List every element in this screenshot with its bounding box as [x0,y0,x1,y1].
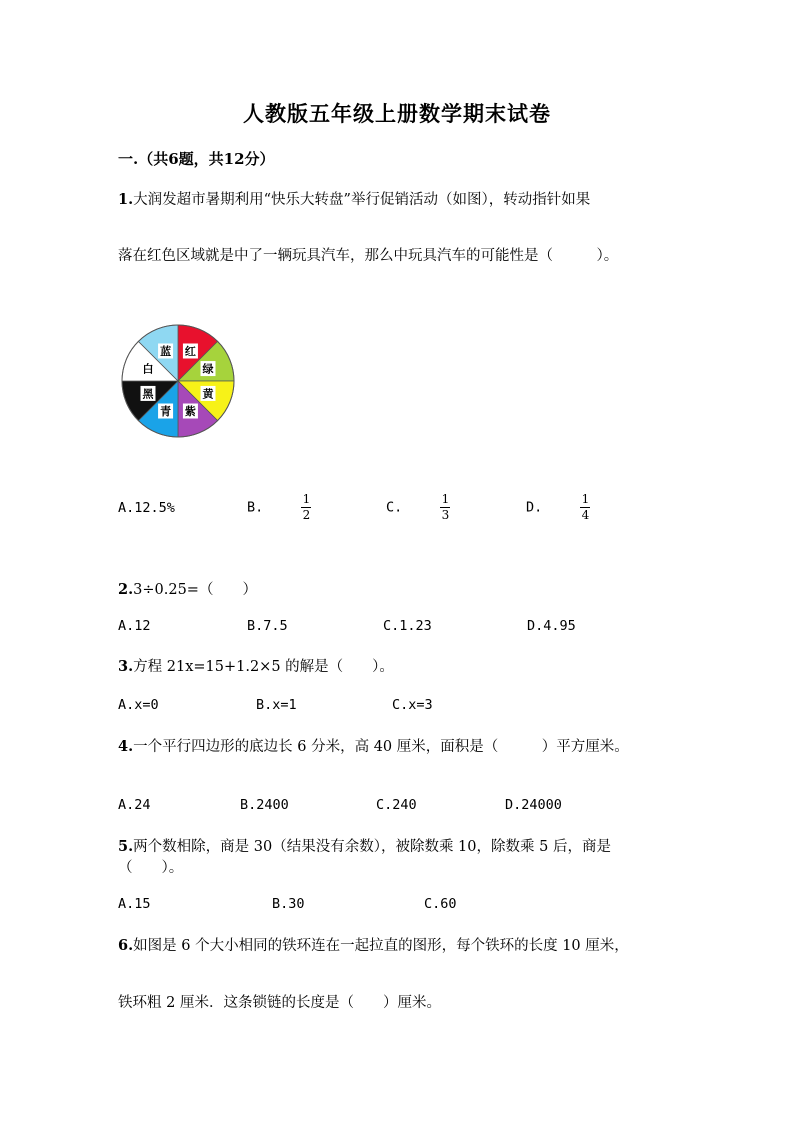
page-title: 人教版五年级上册数学期末试卷 [243,101,551,126]
q4-option-b[interactable]: B.2400 [240,797,289,813]
q5-option-b[interactable]: B.30 [272,896,305,912]
wheel-sectors [122,325,234,437]
q1-option-a[interactable]: A.12.5% [118,500,175,516]
q3-option-a[interactable]: A.x=0 [118,697,159,713]
question-5-line-2: （ ）。 [118,860,184,876]
question-1-line-1: 1.大润发超市暑期利用“快乐大转盘”举行促销活动（如图），转动指针如果 [118,191,591,208]
question-6-line-1: 6.如图是 6 个大小相同的铁环连在一起拉直的图形，每个铁环的长度 10 厘米， [118,937,629,954]
q2-option-d[interactable]: D.4.95 [527,618,576,634]
wheel-label-4: 青 [160,405,172,419]
fraction-one-quarter: $\frac{1}{4}$ [581,492,590,522]
fraction-one-third: $\frac{1}{3}$ [441,492,450,522]
fraction-one-half: $\frac{1}{2}$ [302,492,311,522]
wheel-label-0: 红 [184,344,196,358]
prize-wheel-diagram [120,323,240,439]
wheel-label-5: 黑 [142,387,154,401]
wheel-label-7: 蓝 [160,344,172,358]
q4-option-c[interactable]: C.240 [376,797,417,813]
section-heading: 一.（共6题，共12分） [118,150,275,168]
q3-option-b[interactable]: B.x=1 [256,697,297,713]
q1-option-c[interactable]: C. $\frac{1}{3}$ [386,492,450,522]
wheel-label-3: 紫 [184,405,196,419]
q5-option-a[interactable]: A.15 [118,896,151,912]
q2-option-b[interactable]: B.7.5 [247,618,288,634]
question-5-line-1: 5.两个数相除，商是 30（结果没有余数），被除数乘 10，除数乘 5 后，商是 [118,838,611,855]
question-4: 4.一个平行四边形的底边长 6 分米，高 40 厘米，面积是（ ）平方厘米。 [118,738,629,755]
q1-option-b[interactable]: B. $\frac{1}{2}$ [247,492,311,522]
question-6-line-2: 铁环粗 2 厘米．这条锁链的长度是（ ）厘米。 [118,995,441,1011]
q2-option-c[interactable]: C.1.23 [383,618,432,634]
question-1-line-2: 落在红色区域就是中了一辆玩具汽车，那么中玩具汽车的可能性是（ ）。 [118,248,619,264]
wheel-label-6: 白 [142,362,154,376]
q4-option-d[interactable]: D.24000 [505,797,562,813]
q5-option-c[interactable]: C.60 [424,896,457,912]
q2-option-a[interactable]: A.12 [118,618,151,634]
question-2: 2.3÷0.25=（ ） [118,581,257,598]
q4-option-a[interactable]: A.24 [118,797,151,813]
q3-option-c[interactable]: C.x=3 [392,697,433,713]
q1-option-d[interactable]: D. $\frac{1}{4}$ [526,492,590,522]
wheel-label-1: 绿 [202,362,214,376]
question-3: 3.方程 21x=15+1.2×5 的解是（ ）。 [118,658,394,675]
wheel-label-2: 黄 [202,387,214,401]
